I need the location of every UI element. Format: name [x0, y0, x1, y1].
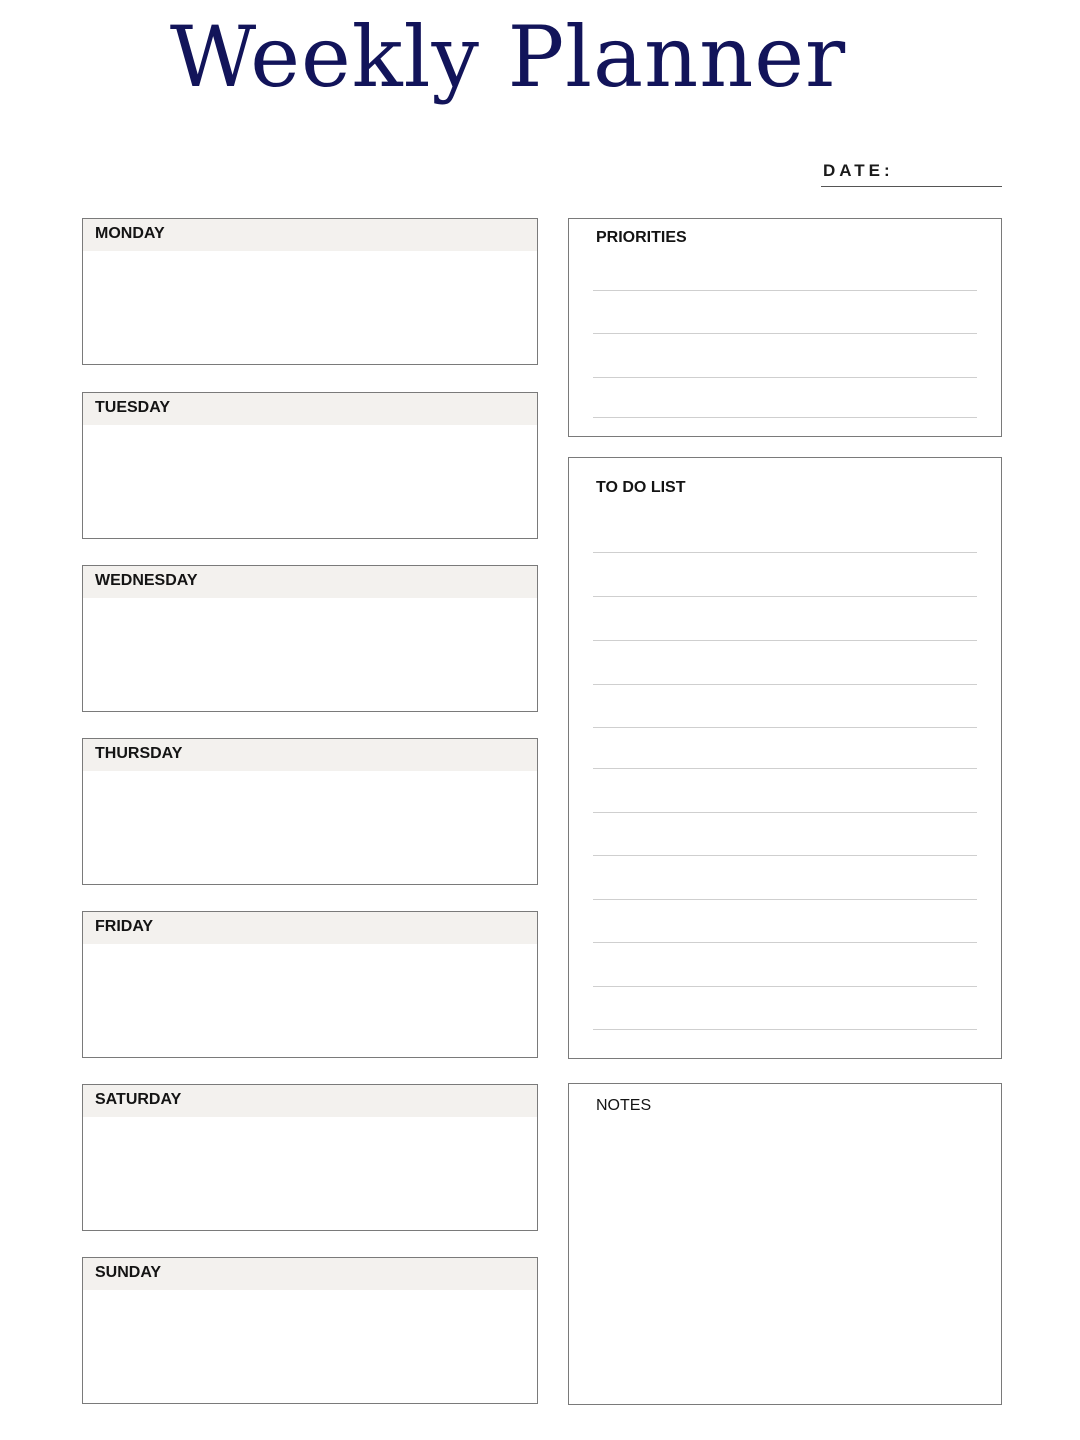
day-label: SATURDAY: [83, 1085, 537, 1117]
todo-line: [593, 727, 977, 728]
day-box-tuesday[interactable]: [82, 392, 538, 539]
priority-line: [593, 377, 977, 378]
todo-line: [593, 942, 977, 943]
day-label: THURSDAY: [83, 739, 537, 771]
todo-line: [593, 640, 977, 641]
todo-line: [593, 552, 977, 553]
day-box-monday[interactable]: [82, 218, 538, 365]
day-label: MONDAY: [83, 219, 537, 251]
day-label: TUESDAY: [83, 393, 537, 425]
todo-line: [593, 812, 977, 813]
todo-line: [593, 1029, 977, 1030]
day-label: FRIDAY: [83, 912, 537, 944]
day-box-wednesday[interactable]: [82, 565, 538, 712]
todo-line: [593, 596, 977, 597]
day-box-thursday[interactable]: [82, 738, 538, 885]
day-label: SUNDAY: [83, 1258, 537, 1290]
page-title: Weekly Planner: [169, 8, 847, 106]
priorities-title: PRIORITIES: [596, 229, 687, 246]
priority-line: [593, 417, 977, 418]
priorities-panel[interactable]: [568, 218, 1002, 437]
priority-line: [593, 333, 977, 334]
todo-line: [593, 768, 977, 769]
todo-line: [593, 855, 977, 856]
day-box-saturday[interactable]: [82, 1084, 538, 1231]
notes-title: NOTES: [596, 1097, 652, 1114]
date-label: DATE:: [823, 161, 894, 180]
day-box-sunday[interactable]: [82, 1257, 538, 1404]
day-label: WEDNESDAY: [83, 566, 537, 598]
day-box-friday[interactable]: [82, 911, 538, 1058]
date-input-line[interactable]: [821, 186, 1002, 187]
notes-panel[interactable]: [568, 1083, 1002, 1405]
todo-line: [593, 986, 977, 987]
todo-line: [593, 899, 977, 900]
todo-panel[interactable]: [568, 457, 1002, 1059]
todo-title: TO DO LIST: [596, 479, 686, 496]
todo-line: [593, 684, 977, 685]
priority-line: [593, 290, 977, 291]
